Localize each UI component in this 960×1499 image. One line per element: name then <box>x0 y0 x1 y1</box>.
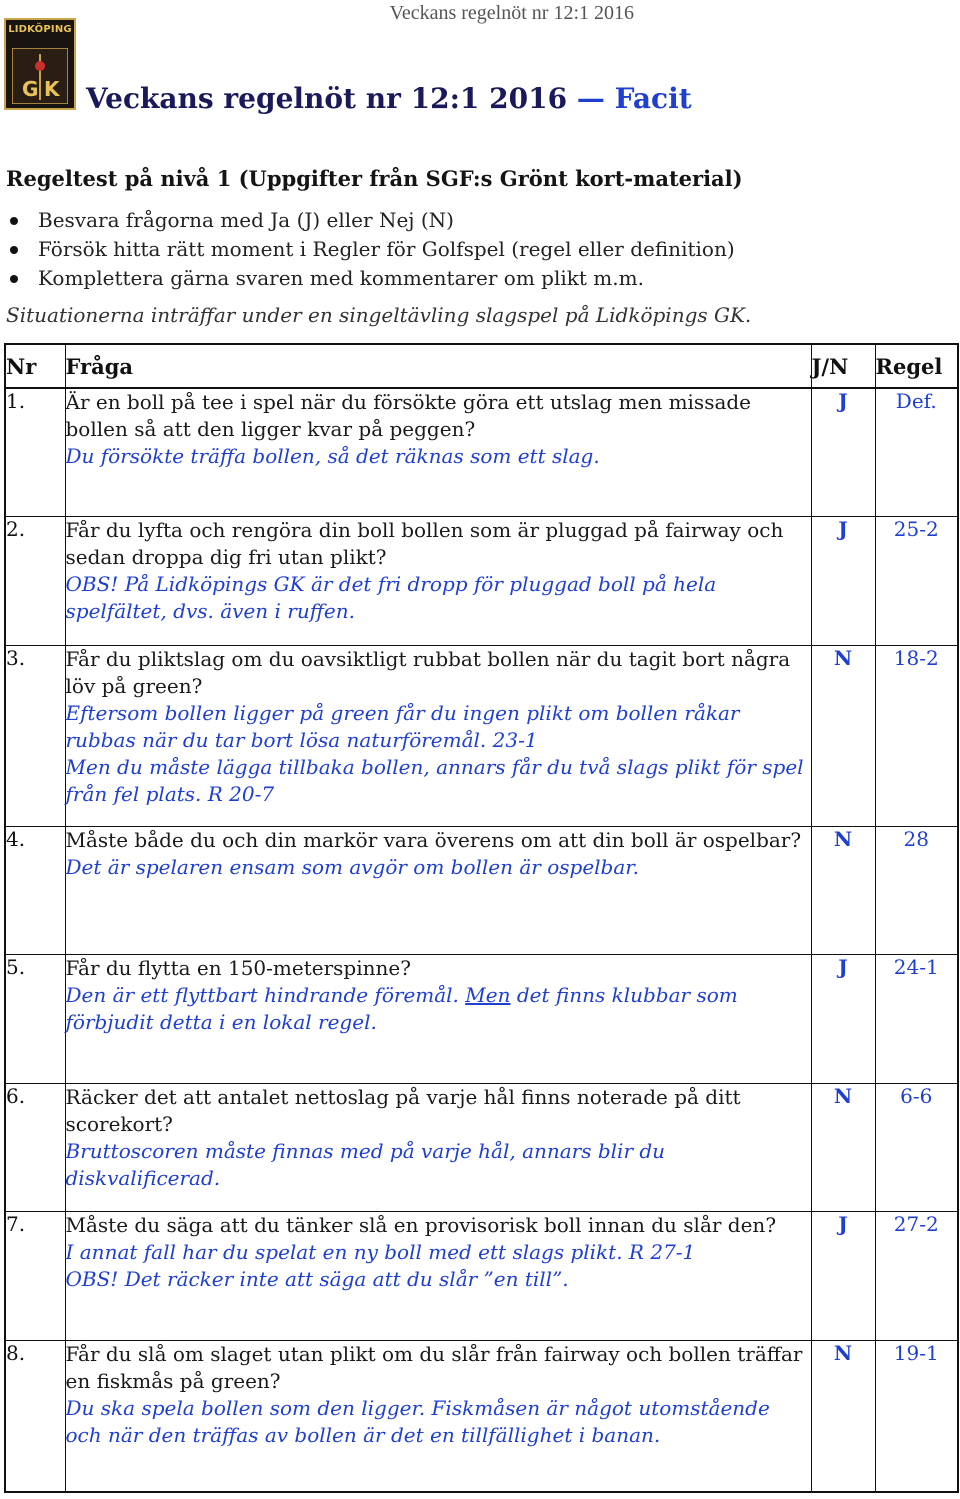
answer-text: Du försökte träffa bollen, så det räknas som ett slag. <box>65 444 600 468</box>
instruction-list <box>6 206 735 293</box>
bullet-icon <box>10 246 18 254</box>
question-cell <box>65 388 811 516</box>
row-number: 3. <box>5 645 65 826</box>
table-row <box>5 826 958 954</box>
rule-reference: 27-2 <box>875 1211 958 1340</box>
question-table <box>4 343 959 1493</box>
bullet-icon <box>10 275 18 283</box>
answer-text: Bruttoscoren måste finnas med på varje hål, annars blir du diskvalificerad. <box>65 1138 666 1190</box>
table-row <box>5 1083 958 1211</box>
question-text: Är en boll på tee i spel när du försökte göra ett utslag men missade bollen så att den ligger kvar på peggen? <box>65 390 752 441</box>
row-number: 5. <box>5 954 65 1083</box>
row-number: 6. <box>5 1083 65 1211</box>
instruction-item <box>6 264 735 293</box>
instruction-text: Komplettera gärna svaren med kommentarer om plikt m.m. <box>38 266 644 290</box>
table-header-row <box>5 344 958 388</box>
rule-reference: 6-6 <box>875 1083 958 1211</box>
rule-reference: 28 <box>875 826 958 954</box>
question-text: Får du pliktslag om du oavsiktligt rubbat bollen när du tagit bort några löv på green? <box>65 646 791 698</box>
svg-text:K: K <box>44 77 60 101</box>
answer-jn: J <box>811 516 875 645</box>
answer-text-part: Den är ett flyttbart hindrande föremål. <box>65 982 466 1007</box>
instruction-text: Besvara frågorna med Ja (J) eller Nej (N) <box>38 208 454 232</box>
question-text: Får du slå om slaget utan plikt om du slår från fairway och bollen träffar en fiskmås på green? <box>65 1341 803 1393</box>
answer-text: OBS! På Lidköpings GK är det fri dropp för pluggad boll på hela spelfältet, dvs. även i ruffen. <box>65 571 717 623</box>
answer-jn: J <box>811 388 875 516</box>
table-row <box>5 1211 958 1340</box>
answer-text: I annat fall har du spelat en ny boll med ett slags plikt. R 27-1 <box>65 1239 696 1264</box>
answer-text-part: det finns klubbar som förbjudit detta i en lokal regel. <box>65 982 738 1034</box>
question-cell <box>65 645 811 826</box>
header-nr: Nr <box>5 344 65 388</box>
table-row <box>5 516 958 645</box>
answer-text: Det är spelaren ensam som avgör om bollen är ospelbar. <box>65 854 640 879</box>
answer-text: OBS! Det räcker inte att säga att du slår ”en till”. <box>65 1266 569 1291</box>
question-text: Räcker det att antalet nettoslag på varje hål finns noterade på ditt scorekort? <box>65 1084 741 1136</box>
answer-text: Men du måste lägga tillbaka bollen, annars får du två slags plikt för spel från fel plats. R 20-7 <box>65 754 804 806</box>
rule-reference: Def. <box>875 388 958 516</box>
rule-reference: 24-1 <box>875 954 958 1083</box>
answer-jn: J <box>811 1211 875 1340</box>
row-number: 1. <box>5 388 65 516</box>
answer-jn: N <box>811 1083 875 1211</box>
header-question: Fråga <box>65 344 811 388</box>
rule-reference: 19-1 <box>875 1340 958 1492</box>
header-jn: J/N <box>811 344 875 388</box>
answer-text: Eftersom bollen ligger på green får du ingen plikt om bollen råkar rubbas när du tar bort lösa naturföremål. 23-1 <box>65 700 740 752</box>
answer-jn: N <box>811 1340 875 1492</box>
title-facit: Facit <box>614 82 692 115</box>
answer-underlined-word: Men <box>465 982 511 1007</box>
row-number: 7. <box>5 1211 65 1340</box>
table-row <box>5 1340 958 1492</box>
question-text: Måste du säga att du tänker slå en provisorisk boll innan du slår den? <box>65 1212 777 1237</box>
answer-text: Du ska spela bollen som den ligger. Fiskmåsen är något utomstående och när den träffas av bollen är det en tillfällighet i banan. <box>65 1395 770 1447</box>
logo-text: LIDKÖPING <box>8 24 72 35</box>
answer-jn: J <box>811 954 875 1083</box>
table-row <box>5 388 958 516</box>
question-cell <box>65 1211 811 1340</box>
question-text: Får du flytta en 150-meterspinne? <box>65 955 411 980</box>
page-title <box>86 82 692 115</box>
question-cell <box>65 954 811 1083</box>
row-number: 4. <box>5 826 65 954</box>
table-row <box>5 645 958 826</box>
answer-text <box>66 982 811 1036</box>
answer-jn: N <box>811 645 875 826</box>
table-row <box>5 954 958 1083</box>
club-logo <box>4 18 76 110</box>
answer-jn: N <box>811 826 875 954</box>
instruction-item <box>6 206 735 235</box>
section-subtitle: Regeltest på nivå 1 (Uppgifter från SGF:s Grönt kort-material) <box>6 166 743 191</box>
question-cell <box>65 826 811 954</box>
row-number: 8. <box>5 1340 65 1492</box>
rule-reference: 25-2 <box>875 516 958 645</box>
question-cell <box>65 1340 811 1492</box>
header-rule: Regel <box>875 344 958 388</box>
situation-note: Situationerna inträffar under en singeltävling slagspel på Lidköpings GK. <box>6 303 752 327</box>
question-text: Måste både du och din markör vara överens om att din boll är ospelbar? <box>65 827 802 852</box>
question-cell <box>65 1083 811 1211</box>
instruction-item <box>6 235 735 264</box>
question-text: Får du lyfta och rengöra din boll bollen som är pluggad på fairway och sedan droppa dig fri utan plikt? <box>65 517 784 569</box>
row-number: 2. <box>5 516 65 645</box>
rule-reference: 18-2 <box>875 645 958 826</box>
svg-text:G: G <box>22 77 39 101</box>
golf-flag-logo-icon <box>12 48 68 104</box>
running-header: Veckans regelnöt nr 12:1 2016 <box>389 2 634 24</box>
title-main: Veckans regelnöt nr 12:1 2016 <box>86 82 568 115</box>
title-dash: — <box>576 82 605 115</box>
question-cell <box>65 516 811 645</box>
instruction-text: Försök hitta rätt moment i Regler för Golfspel (regel eller definition) <box>38 237 735 261</box>
bullet-icon <box>10 217 18 225</box>
